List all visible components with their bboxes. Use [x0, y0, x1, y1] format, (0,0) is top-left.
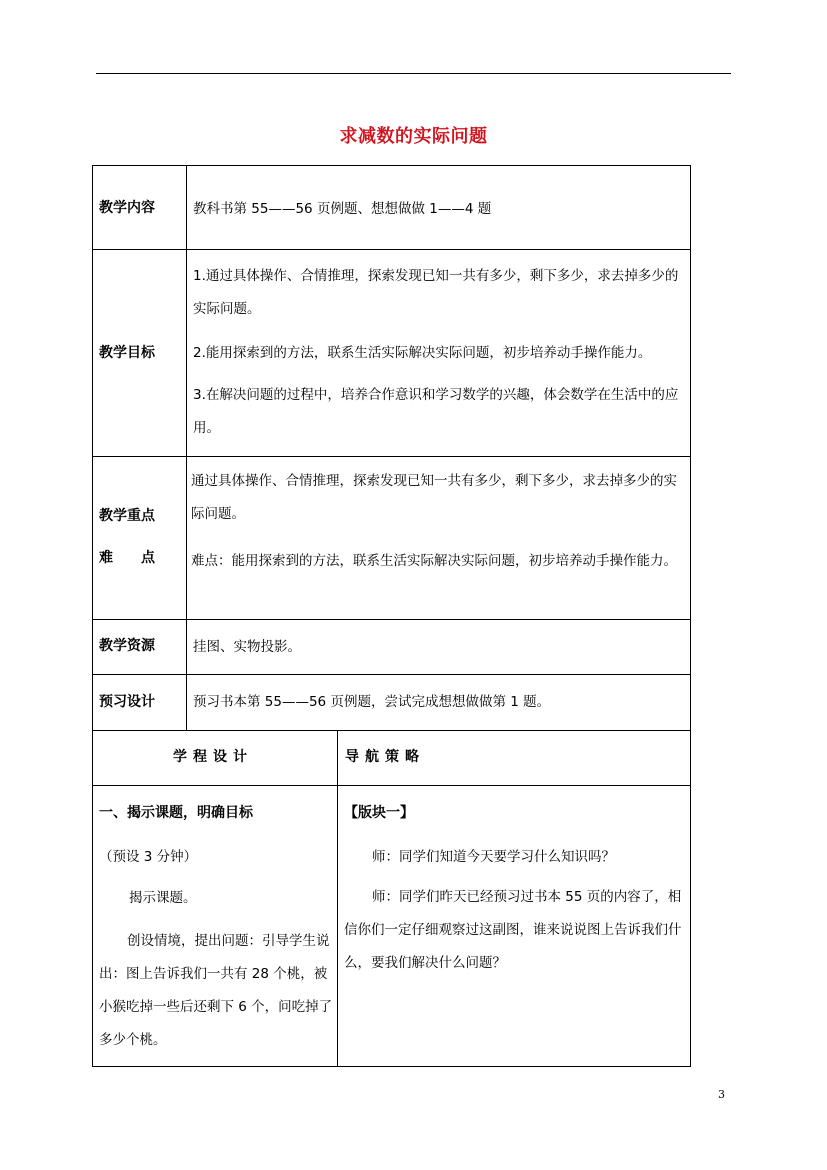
section-step: 揭示课题。: [129, 890, 197, 906]
preview-label: 预习设计: [99, 694, 155, 710]
section-heading: 一、揭示课题，明确目标: [99, 805, 253, 821]
objectives-label: 教学目标: [99, 345, 155, 361]
column-header-right: 导航策略: [345, 749, 425, 765]
teacher-question-1: 师：同学们知道今天要学习什么知识吗？: [372, 849, 615, 865]
difficulty-label: 难 点: [99, 550, 155, 566]
column-header-left: 学程设计: [173, 749, 253, 765]
section-scenario: 创设情境，提出问题：引导学生说出：图上告诉我们一共有 28 个桃，被小猴吃掉一些后还剩下 6 个，问吃掉了多少个桃。: [99, 933, 333, 1048]
header-rule: [96, 73, 731, 74]
teacher-question-2: 师：同学们昨天已经预习过书本 55 页的内容了，相信你们一定仔细观察过这副图，谁来说说图上告诉我们什么，要我们解决什么问题？: [344, 889, 682, 971]
page-number: 3: [718, 1088, 725, 1101]
resources-label: 教学资源: [99, 638, 155, 654]
content-label: 教学内容: [99, 200, 155, 216]
section-time: （预设 3 分钟）: [99, 849, 198, 865]
document-title: 求减数的实际问题: [339, 126, 488, 147]
resources-value: 挂图、实物投影。: [193, 639, 301, 655]
keypoints-label: 教学重点: [99, 508, 155, 524]
content-value: 教科书第 55——56 页例题、想想做做 1——4 题: [193, 201, 492, 217]
row-keypoints-label-cell: [92, 456, 187, 620]
keypoints-text: 通过具体操作、合情推理，探索发现已知一共有多少，剩下多少，求去掉多少的实际问题。: [191, 473, 677, 522]
block-label: 【版块一】: [344, 805, 414, 821]
preview-value: 预习书本第 55——56 页例题，尝试完成想想做做第 1 题。: [193, 694, 551, 710]
objective-item-3: 3.在解决问题的过程中，培养合作意识和学习数学的兴趣，体会数学在生活中的应用。: [193, 387, 679, 436]
objective-item-1: 1.通过具体操作、合情推理，探索发现已知一共有多少，剩下多少，求去掉多少的实际问题。: [193, 268, 679, 317]
objective-item-2: 2.能用探索到的方法，联系生活实际解决实际问题，初步培养动手操作能力。: [193, 345, 652, 361]
difficulty-text: 难点：能用探索到的方法，联系生活实际解决实际问题，初步培养动手操作能力。: [191, 553, 677, 569]
